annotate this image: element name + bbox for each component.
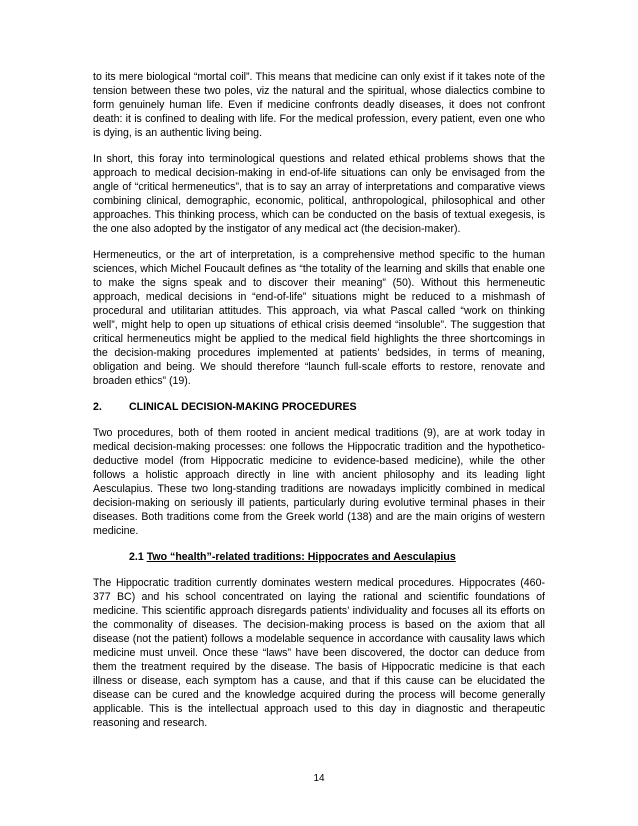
paragraph-hippocratic-tradition: The Hippocratic tradition currently dominates western medical procedures. Hippocrates (460-377 BC) and his school concentrated on laying the rational and scientific foundations of medicine. This scientific approach disregards patients’ individuality and focuses all its efforts on the commonality of diseases. The decision-making process is based on the axiom that all disease (not the patient) follows a modelable sequence in accordance with causality laws which medicine must unveil. Once these “laws” have been discovered, the doctor can deduce from them the treatment required by the disease. The basis of Hippocratic medicine is that each illness or disease, each symptom has a cause, and that if this cause can be elucidated the disease can be cured and the knowledge acquired during the process will become generally applicable. This is the intellectual approach used to this day in diagnostic and therapeutic reasoning and research. bbox=[93, 577, 545, 729]
section-title: CLINICAL DECISION-MAKING PROCEDURES bbox=[129, 401, 357, 413]
paragraph-critical-hermeneutics: In short, this foray into terminological questions and related ethical problems shows that the approach to medical decision-making in end-of-life situations can only be envisaged from the angle of “critical hermeneutics”, that is to say an array of interpretations and comparative views combining clinical, demographic, economic, political, anthropological, philosophical and other approaches. This thinking process, which can be conducted on the basis of textual exegesis, is the one also adopted by the instigator of any medical act (the decision-maker). bbox=[93, 153, 545, 235]
paragraph-mortal-coil: to its mere biological “mortal coil”. This means that medicine can only exist if it takes note of the tension between these two poles, viz the natural and the spiritual, whose dialectics combine to form genuinely human life. Even if medicine confronts deadly diseases, it does not confront death: it is confined to dealing with life. For the medical profession, every patient, even one who is dying, is an authentic living being. bbox=[93, 71, 545, 139]
section-number: 2. bbox=[93, 401, 102, 413]
subsection-number: 2.1 bbox=[129, 551, 144, 563]
page-number: 14 bbox=[313, 773, 325, 784]
subsection-heading bbox=[129, 550, 545, 564]
paragraph-two-procedures: Two procedures, both of them rooted in ancient medical traditions (9), are at work today in medical decision-making processes: one follows the Hippocratic tradition and the hypothetico-deductive model (from Hippocratic medicine to evidence-based medicine), while the other follows a holistic approach directly in line with ancient philosophy and its leading light Aesculapius. These two long-standing traditions are nowadays implicitly combined in medical decision-making on seriously ill patients, particularly during evolutive terminal phases in their diseases. Both traditions come from the Greek world (138) and are the main origins of western medicine. bbox=[93, 427, 545, 537]
paragraph-hermeneutics-definition: Hermeneutics, or the art of interpretation, is a comprehensive method specific to the human sciences, which Michel Foucault defines as “the totality of the learning and skills that enable one to make the signs speak and to discover their meaning” (50). Without this hermeneutic approach, medical decisions in “end-of-life” situations might be reduced to a mishmash of procedural and utilitarian attitudes. This approach, via what Pascal called “work on thinking well”, might help to open up situations of ethical crisis deemed “insoluble”. The suggestion that critical hermeneutics might be applied to the medical field highlights the three shortcomings in the decision-making procedures implemented at patients’ bedsides, in terms of meaning, obligation and being. We should therefore “launch full-scale efforts to restore, renovate and broaden ethics” (19). bbox=[93, 249, 545, 387]
subsection-title: Two “health”-related traditions: Hippocrates and Aesculapius bbox=[146, 551, 456, 563]
page-content bbox=[93, 70, 545, 742]
section-heading bbox=[93, 400, 545, 414]
